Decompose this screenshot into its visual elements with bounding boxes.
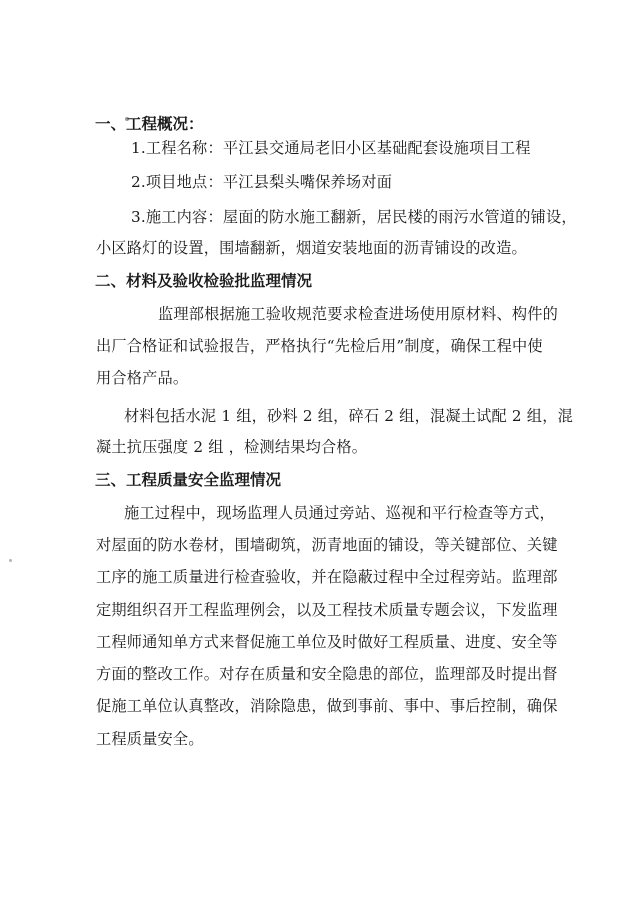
project-name: 1.工程名称：平江县交通局老旧小区基础配套设施项目工程 bbox=[131, 139, 531, 157]
section1-heading: 一、工程概况： bbox=[95, 115, 204, 133]
materials-para2-line1: 材料包括水泥 1 组，砂料 2 组，碎石 2 组，混凝土试配 2 组，混 bbox=[124, 407, 573, 425]
quality-para-line: 方面的整改工作。对存在质量和安全隐患的部位，监理部及时提出督 bbox=[96, 665, 558, 683]
project-location: 2.项目地点：平江县梨头嘴保养场对面 bbox=[131, 173, 393, 191]
materials-para1-line1: 监理部根据施工验收规范要求检查进场使用原材料、构件的 bbox=[158, 305, 559, 323]
materials-para1-line2: 出厂合格证和试验报告，严格执行“先检后用”制度，确保工程中使 bbox=[96, 337, 543, 355]
construction-content-line2: 小区路灯的设置，围墙翻新，烟道安装地面的沥青铺设的改造。 bbox=[96, 239, 527, 257]
quality-para-line: 对屋面的防水卷材，围墙砌筑，沥青地面的铺设，等关键部位、关键 bbox=[96, 536, 558, 554]
section3-heading: 三、工程质量安全监理情况 bbox=[95, 471, 282, 489]
quality-para-line: 工程质量安全。 bbox=[96, 730, 204, 748]
quality-para-line: 促施工单位认真整改，消除隐患，做到事前、事中、事后控制，确保 bbox=[96, 697, 558, 715]
quality-para-line: 工序的施工质量进行检查验收，并在隐蔽过程中全过程旁站。监理部 bbox=[96, 568, 558, 586]
materials-para2-line2: 凝土抗压强度 2 组 ，检测结果均合格。 bbox=[96, 438, 368, 456]
materials-para1-line3: 用合格产品。 bbox=[96, 369, 189, 387]
quality-para-line: 施工过程中，现场监理人员通过旁站、巡视和平行检查等方式， bbox=[124, 504, 555, 522]
scan-speck bbox=[9, 559, 12, 562]
quality-para-line: 定期组织召开工程监理例会，以及工程技术质量专题会议，下发监理 bbox=[96, 601, 558, 619]
section2-heading: 二、材料及验收检验批监理情况 bbox=[95, 272, 313, 290]
construction-content-line1: 3.施工内容：屋面的防水施工翻新，居民楼的雨污水管道的铺设， bbox=[131, 208, 577, 226]
quality-para-line: 工程师通知单方式来督促施工单位及时做好工程质量、进度、安全等 bbox=[96, 633, 558, 651]
